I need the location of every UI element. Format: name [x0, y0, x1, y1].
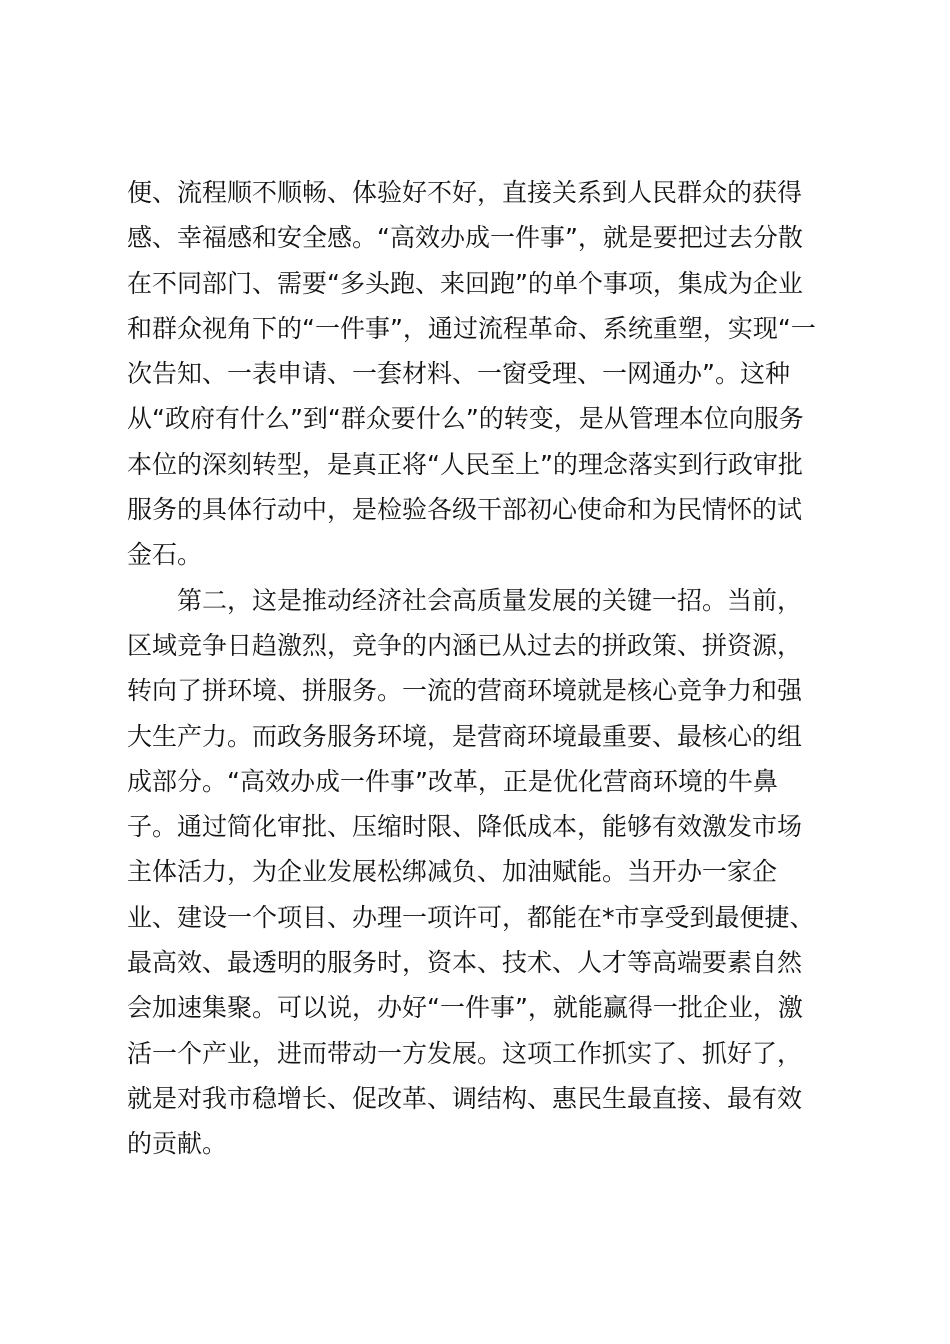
text-line: 本位的深刻转型，是真正将“人民至上”的理念落实到行政审批 — [127, 449, 803, 479]
text-line: 成部分。“高效办成一件事”改革，正是优化营商环境的牛鼻 — [127, 766, 778, 796]
text-line: 第二，这是推动经济社会高质量发展的关键一招。当前， — [177, 585, 803, 615]
text-line: 的贡献。 — [127, 1129, 228, 1159]
text-line: 区域竞争日趋激烈，竞争的内涵已从过去的拼政策、拼资源， — [127, 630, 803, 660]
text-line: 大生产力。而政务服务环境，是营商环境最重要、最核心的组 — [127, 721, 803, 751]
paragraph-1 — [127, 170, 827, 578]
paragraph-2 — [127, 578, 827, 1167]
text-line: 最高效、最透明的服务时，资本、技术、人才等高端要素自然 — [127, 948, 803, 978]
text-line: 转向了拼环境、拼服务。一流的营商环境就是核心竞争力和强 — [127, 676, 803, 706]
text-line: 业、建设一个项目、办理一项许可，都能在*市享受到最便捷、 — [127, 902, 815, 932]
text-line: 主体活力，为企业发展松绑减负、加油赋能。当开办一家企 — [127, 857, 778, 887]
text-line: 在不同部门、需要“多头跑、来回跑”的单个事项，集成为企业 — [127, 268, 803, 298]
text-line: 次告知、一表申请、一套材料、一窗受理、一网通办”。这种 — [127, 359, 790, 389]
body-text — [127, 170, 827, 1167]
text-line: 活一个产业，进而带动一方发展。这项工作抓实了、抓好了， — [127, 1038, 803, 1068]
text-line: 金石。 — [127, 540, 203, 570]
text-line: 从“政府有什么”到“群众要什么”的转变，是从管理本位向服务 — [127, 404, 804, 434]
text-line: 就是对我市稳增长、促改革、调结构、惠民生最直接、最有效 — [127, 1083, 803, 1113]
text-line: 便、流程顺不顺畅、体验好不好，直接关系到人民群众的获得 — [127, 178, 803, 207]
text-line: 会加速集聚。可以说，办好“一件事”，就能赢得一批企业，激 — [127, 993, 803, 1023]
text-line: 子。通过简化审批、压缩时限、降低成本，能够有效激发市场 — [127, 812, 803, 842]
text-line: 感、幸福感和安全感。“高效办成一件事”，就是要把过去分散 — [127, 223, 803, 253]
text-line: 服务的具体行动中，是检验各级干部初心使命和为民情怀的试 — [127, 495, 803, 525]
text-line: 和群众视角下的“一件事”，通过流程革命、系统重塑，实现“一 — [127, 313, 816, 343]
